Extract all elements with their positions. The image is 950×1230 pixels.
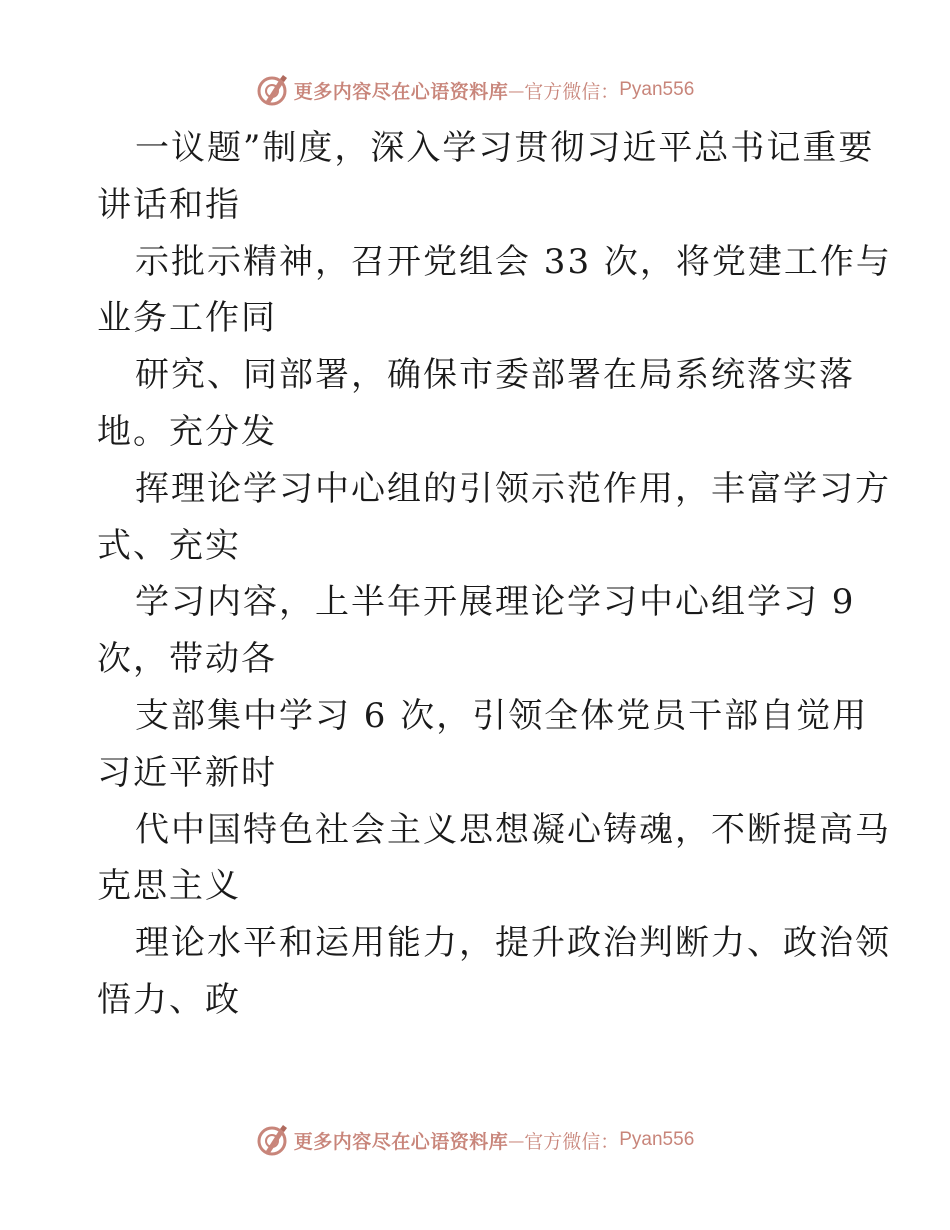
text-line: 代中国特色社会主义思想凝心铸魂，不断提高马 [135,809,891,850]
banner-site-text: 更多内容尽在心语资料库 [293,80,509,103]
text-line: 习近平新时 [97,752,277,793]
banner-separator: — [508,1130,525,1150]
text-line: 式、充实 [97,525,241,566]
pen-circle-logo-icon [256,73,290,107]
text-line: 挥理论学习中心组的引领示范作用，丰富学习方 [135,468,891,509]
text-line: 悟力、政 [97,979,241,1020]
banner-wechat-label: 官方微信： [524,1130,620,1153]
text-line: 一议题”制度，深入学习贯彻习近平总书记重要 [135,128,875,168]
banner-wechat-id: Pyan556 [619,1129,695,1150]
header-watermark-banner [0,70,950,110]
text-line: 研究、同部署，确保市委部署在局系统落实落 [135,355,855,396]
pen-circle-logo-icon [256,1123,290,1157]
footer-watermark-banner [0,1120,950,1160]
text-line: 地。充分发 [97,411,277,452]
text-line: 讲话和指 [97,184,241,225]
text-line: 次，带动各 [97,639,277,680]
text-line: 克思主义 [97,866,241,907]
text-line: 理论水平和运用能力，提升政治判断力、政治领 [135,923,891,964]
text-line: 支部集中学习 6 次，引领全体党员干部自觉用 [135,695,869,736]
banner-wechat-id: Pyan556 [619,79,695,100]
text-line: 学习内容，上半年开展理论学习中心组学习 9 [135,582,856,623]
banner-wechat-label: 官方微信： [524,80,620,103]
text-line: 业务工作同 [97,298,277,339]
text-line: 示批示精神，召开党组会 33 次，将党建工作与 [135,241,892,282]
banner-site-text: 更多内容尽在心语资料库 [293,1130,509,1153]
banner-separator: — [508,80,525,100]
document-body [97,120,892,1029]
